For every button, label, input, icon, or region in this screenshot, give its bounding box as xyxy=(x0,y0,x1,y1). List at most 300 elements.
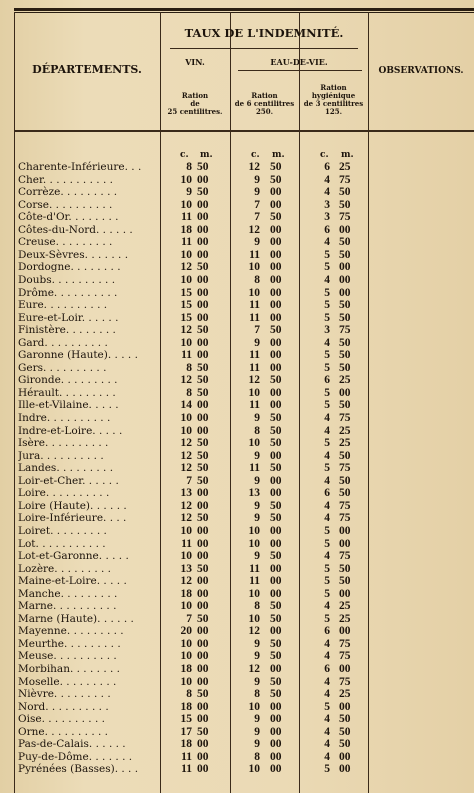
rate-cell: 10 xyxy=(248,763,260,776)
rate-cell: 00 xyxy=(197,336,209,349)
rate-cell: 50 xyxy=(197,361,209,374)
rate-cell: 75 xyxy=(339,412,351,424)
table-row xyxy=(0,362,474,374)
header-title: TAUX DE L'INDEMNITÉ. xyxy=(184,26,344,40)
rate-cell: 5 xyxy=(324,612,330,625)
table-row xyxy=(0,512,474,524)
rate-cell: 50 xyxy=(339,336,351,349)
departement-name: Indre-et-Loire. . . . . xyxy=(18,424,123,437)
table-row xyxy=(0,312,474,324)
rate-cell: 4 xyxy=(324,449,330,462)
rate-cell: 50 xyxy=(339,474,351,487)
departement-name: Eure. . . . . . . . . . xyxy=(18,299,108,312)
departement-name: Cher. . . . . . . . . . . xyxy=(18,173,113,186)
rate-cell: 4 xyxy=(324,725,330,738)
rate-cell: 00 xyxy=(270,575,282,588)
rate-cell: 9 xyxy=(254,336,260,349)
table-row xyxy=(0,613,474,625)
rate-cell: 00 xyxy=(270,487,282,500)
rate-cell: 00 xyxy=(197,299,209,312)
rate-cell: 12 xyxy=(180,449,192,462)
rate-cell: 50 xyxy=(339,349,351,362)
table-row xyxy=(0,663,474,675)
rate-cell: 00 xyxy=(339,261,351,274)
rate-cell: 00 xyxy=(270,311,282,324)
rate-cell: 00 xyxy=(197,349,209,362)
rate-cell: 50 xyxy=(197,386,209,399)
rate-cell: 11 xyxy=(181,349,192,362)
header-eau-de-vie: EAU-DE-VIE. xyxy=(270,57,328,67)
rate-cell: 25 xyxy=(339,161,351,173)
departement-name: Finistère. . . . . . . . xyxy=(18,324,116,337)
rate-cell: 00 xyxy=(270,763,282,776)
rate-cell: 00 xyxy=(270,349,282,362)
rate-cell: 50 xyxy=(197,462,209,475)
rate-cell: 00 xyxy=(197,524,209,537)
rate-cell: 4 xyxy=(324,336,330,349)
table-row xyxy=(0,387,474,399)
ration-eau-de-vie: Ration de 6 centilitres 250. xyxy=(234,91,295,116)
rate-cell: 4 xyxy=(324,600,330,613)
rate-cell: 7 xyxy=(186,612,192,625)
departement-name: Pyrénées (Basses). . . . xyxy=(18,763,139,776)
rate-cell: 5 xyxy=(324,299,330,312)
rate-cell: 50 xyxy=(339,449,351,462)
rate-cell: 5 xyxy=(324,437,330,450)
rate-cell: 00 xyxy=(197,650,209,663)
departement-name: Corrèze. . . . . . . . . xyxy=(18,186,118,199)
departement-name: Marne. . . . . . . . . . xyxy=(18,600,117,613)
header-observations: OBSERVATIONS. xyxy=(378,66,464,76)
rate-cell: 5 xyxy=(324,763,330,776)
ration-hygienique: Ration hygiénique de 3 centilitres 125. xyxy=(303,83,364,116)
departement-name: Creuse. . . . . . . . . xyxy=(18,236,113,249)
rate-cell: 50 xyxy=(270,600,282,613)
rate-cell: 12 xyxy=(180,324,192,337)
rate-cell: 75 xyxy=(339,211,351,224)
departement-name: Hérault. . . . . . . . . xyxy=(18,386,116,399)
rate-cell: 12 xyxy=(248,374,260,387)
unit-label: m. xyxy=(272,150,285,160)
rate-cell: 4 xyxy=(324,550,330,563)
rate-cell: 11 xyxy=(181,537,192,550)
table-row xyxy=(0,726,474,738)
rate-cell: 00 xyxy=(270,336,282,349)
table-row xyxy=(0,475,474,487)
table-row xyxy=(0,425,474,437)
rate-cell: 11 xyxy=(249,311,260,324)
rate-cell: 50 xyxy=(339,236,351,249)
rate-cell: 9 xyxy=(254,713,260,726)
departement-name: Ille-et-Vilaine. . . . . xyxy=(18,399,119,412)
rate-cell: 50 xyxy=(270,675,282,688)
rate-cell: 00 xyxy=(197,311,209,324)
rate-cell: 8 xyxy=(186,688,192,701)
rate-cell: 75 xyxy=(339,499,351,512)
rate-cell: 00 xyxy=(197,663,209,675)
rate-cell: 20 xyxy=(180,625,192,638)
departement-name: Loir-et-Cher. . . . . . xyxy=(18,474,119,487)
rate-cell: 11 xyxy=(181,211,192,224)
rate-cell: 50 xyxy=(197,474,209,487)
departement-name: Gironde. . . . . . . . . xyxy=(18,374,118,387)
rate-cell: 75 xyxy=(339,462,351,475)
departement-name: Isère. . . . . . . . . . xyxy=(18,437,109,450)
rate-cell: 00 xyxy=(197,487,209,500)
rate-cell: 50 xyxy=(339,299,351,312)
rate-cell: 25 xyxy=(339,688,351,701)
rate-cell: 50 xyxy=(197,261,209,274)
rate-cell: 00 xyxy=(270,587,282,600)
rate-cell: 12 xyxy=(180,575,192,588)
header-bottom-rule xyxy=(14,130,474,132)
rate-cell: 00 xyxy=(270,713,282,726)
rate-cell: 8 xyxy=(254,273,260,286)
rate-cell: 5 xyxy=(324,311,330,324)
rate-cell: 50 xyxy=(270,612,282,625)
rate-cell: 00 xyxy=(197,625,209,638)
rate-cell: 5 xyxy=(324,524,330,537)
rate-cell: 00 xyxy=(339,286,351,299)
rate-cell: 10 xyxy=(180,600,192,613)
rate-cell: 12 xyxy=(248,223,260,236)
rate-cell: 00 xyxy=(197,173,209,186)
rate-cell: 4 xyxy=(324,637,330,650)
departement-name: Nord. . . . . . . . . . xyxy=(18,700,109,713)
rate-cell: 10 xyxy=(248,286,260,299)
rate-cell: 13 xyxy=(248,487,260,500)
rate-cell: 11 xyxy=(249,299,260,312)
header-vin: VIN. xyxy=(185,57,205,67)
table-row xyxy=(0,174,474,186)
rate-cell: 9 xyxy=(254,186,260,199)
header-divider xyxy=(170,48,358,49)
rate-cell: 4 xyxy=(324,738,330,751)
rate-cell: 9 xyxy=(254,236,260,249)
departement-name: Lot. . . . . . . . . . . xyxy=(18,537,106,550)
rate-cell: 5 xyxy=(324,700,330,713)
rate-cell: 50 xyxy=(339,311,351,324)
rate-cell: 5 xyxy=(324,562,330,575)
rate-cell: 00 xyxy=(270,524,282,537)
rate-cell: 7 xyxy=(254,324,260,337)
rate-cell: 50 xyxy=(339,361,351,374)
rate-cell: 13 xyxy=(180,487,192,500)
rate-cell: 4 xyxy=(324,173,330,186)
rate-cell: 25 xyxy=(339,600,351,613)
rate-cell: 75 xyxy=(339,512,351,525)
rate-cell: 00 xyxy=(270,273,282,286)
rate-cell: 4 xyxy=(324,412,330,424)
rate-cell: 11 xyxy=(181,750,192,763)
rate-cell: 50 xyxy=(197,725,209,738)
rate-cell: 11 xyxy=(249,462,260,475)
rate-cell: 11 xyxy=(249,349,260,362)
table-row xyxy=(0,337,474,349)
rate-cell: 50 xyxy=(270,374,282,387)
rate-cell: 50 xyxy=(197,449,209,462)
table-row xyxy=(0,450,474,462)
table-row xyxy=(0,676,474,688)
rate-cell: 5 xyxy=(324,286,330,299)
departement-name: Maine-et-Loire. . . . . xyxy=(18,575,127,588)
table-row xyxy=(0,563,474,575)
rate-cell: 00 xyxy=(339,663,351,675)
rate-cell: 00 xyxy=(270,286,282,299)
rate-cell: 10 xyxy=(180,550,192,563)
rate-cell: 9 xyxy=(254,173,260,186)
rate-cell: 00 xyxy=(270,562,282,575)
table-row xyxy=(0,462,474,474)
rate-cell: 50 xyxy=(339,198,351,211)
rate-cell: 9 xyxy=(254,550,260,563)
unit-label: c. xyxy=(320,150,329,160)
rate-cell: 10 xyxy=(180,424,192,437)
rate-cell: 50 xyxy=(270,211,282,224)
departement-name: Deux-Sèvres. . . . . . . xyxy=(18,248,129,261)
rate-cell: 9 xyxy=(254,449,260,462)
rate-cell: 4 xyxy=(324,713,330,726)
unit-label: c. xyxy=(251,150,260,160)
rate-cell: 6 xyxy=(324,374,330,387)
rate-cell: 00 xyxy=(270,299,282,312)
table-row xyxy=(0,186,474,198)
table-row xyxy=(0,713,474,725)
rate-cell: 50 xyxy=(270,550,282,563)
rate-cell: 50 xyxy=(270,424,282,437)
unit-label: c. xyxy=(180,150,189,160)
rate-cell: 15 xyxy=(180,713,192,726)
rate-cell: 12 xyxy=(180,462,192,475)
departement-name: Indre. . . . . . . . . . xyxy=(18,412,111,424)
rate-cell: 00 xyxy=(197,600,209,613)
rate-cell: 15 xyxy=(180,299,192,312)
rate-cell: 50 xyxy=(197,324,209,337)
rate-cell: 10 xyxy=(180,637,192,650)
rate-cell: 00 xyxy=(197,763,209,776)
departement-name: Morbihan. . . . . . . . xyxy=(18,663,121,675)
rate-cell: 4 xyxy=(324,424,330,437)
departement-name: Loire-Inférieure. . . . xyxy=(18,512,127,525)
rate-cell: 8 xyxy=(254,688,260,701)
rate-cell: 9 xyxy=(254,474,260,487)
rate-cell: 6 xyxy=(324,625,330,638)
rate-cell: 8 xyxy=(186,361,192,374)
rate-cell: 50 xyxy=(339,399,351,412)
header-eau-divider xyxy=(238,70,362,71)
departement-name: Corse. . . . . . . . . . xyxy=(18,198,113,211)
rate-cell: 5 xyxy=(324,462,330,475)
rate-cell: 6 xyxy=(324,487,330,500)
rate-cell: 50 xyxy=(270,462,282,475)
rate-cell: 11 xyxy=(249,575,260,588)
rate-cell: 75 xyxy=(339,650,351,663)
rate-cell: 75 xyxy=(339,550,351,563)
rate-cell: 50 xyxy=(270,324,282,337)
rate-cell: 00 xyxy=(197,399,209,412)
rate-cell: 00 xyxy=(270,236,282,249)
rate-cell: 11 xyxy=(181,763,192,776)
departement-name: Dordogne. . . . . . . . xyxy=(18,261,121,274)
departement-name: Doubs. . . . . . . . . . xyxy=(18,273,116,286)
table-row xyxy=(0,763,474,775)
rate-cell: 8 xyxy=(186,161,192,173)
rate-cell: 12 xyxy=(180,512,192,525)
rate-cell: 18 xyxy=(180,223,192,236)
departement-name: Jura. . . . . . . . . . xyxy=(18,449,104,462)
rate-cell: 00 xyxy=(270,738,282,751)
table-row xyxy=(0,751,474,763)
departement-name: Landes. . . . . . . . . xyxy=(18,462,114,475)
rate-cell: 75 xyxy=(339,173,351,186)
rate-cell: 00 xyxy=(197,537,209,550)
table-row xyxy=(0,688,474,700)
rate-cell: 50 xyxy=(339,248,351,261)
rate-cell: 50 xyxy=(270,499,282,512)
rate-cell: 00 xyxy=(339,524,351,537)
table-row xyxy=(0,374,474,386)
rate-cell: 50 xyxy=(197,612,209,625)
rate-cell: 10 xyxy=(180,650,192,663)
rate-cell: 7 xyxy=(186,474,192,487)
rate-cell: 4 xyxy=(324,186,330,199)
rate-cell: 00 xyxy=(197,713,209,726)
rate-cell: 00 xyxy=(270,700,282,713)
rate-cell: 6 xyxy=(324,663,330,675)
rate-cell: 00 xyxy=(197,575,209,588)
departement-name: Moselle. . . . . . . . . xyxy=(18,675,117,688)
rate-cell: 50 xyxy=(339,186,351,199)
rate-cell: 18 xyxy=(180,663,192,675)
rate-cell: 10 xyxy=(248,537,260,550)
rate-cell: 00 xyxy=(270,198,282,211)
table-row xyxy=(0,500,474,512)
rate-cell: 12 xyxy=(248,161,260,173)
rate-cell: 4 xyxy=(324,675,330,688)
rate-cell: 9 xyxy=(254,637,260,650)
rate-cell: 00 xyxy=(270,399,282,412)
rate-cell: 4 xyxy=(324,499,330,512)
table-row xyxy=(0,287,474,299)
rate-cell: 5 xyxy=(324,248,330,261)
rate-cell: 00 xyxy=(270,261,282,274)
rate-cell: 00 xyxy=(197,750,209,763)
top-rule xyxy=(14,8,474,11)
rate-cell: 5 xyxy=(324,587,330,600)
rate-cell: 5 xyxy=(324,537,330,550)
rate-cell: 25 xyxy=(339,374,351,387)
rate-cell: 11 xyxy=(181,236,192,249)
rate-cell: 11 xyxy=(249,399,260,412)
table-row xyxy=(0,236,474,248)
table-row xyxy=(0,600,474,612)
table-row xyxy=(0,211,474,223)
departement-name: Garonne (Haute). . . . . xyxy=(18,349,138,362)
rate-cell: 00 xyxy=(197,273,209,286)
table-row xyxy=(0,224,474,236)
rate-cell: 18 xyxy=(180,700,192,713)
rate-cell: 10 xyxy=(180,173,192,186)
rate-cell: 9 xyxy=(254,512,260,525)
rate-cell: 50 xyxy=(197,161,209,173)
header-departements: DÉPARTEMENTS. xyxy=(32,63,142,76)
unit-label: m. xyxy=(341,150,354,160)
rate-cell: 10 xyxy=(180,412,192,424)
rate-cell: 75 xyxy=(339,324,351,337)
rate-cell: 5 xyxy=(324,575,330,588)
rate-cell: 7 xyxy=(254,198,260,211)
rate-cell: 00 xyxy=(197,738,209,751)
table-row xyxy=(0,274,474,286)
rate-cell: 75 xyxy=(339,637,351,650)
rate-cell: 12 xyxy=(248,625,260,638)
departement-name: Nièvre. . . . . . . . . xyxy=(18,688,111,701)
rate-cell: 00 xyxy=(339,386,351,399)
table-row xyxy=(0,324,474,336)
rate-cell: 50 xyxy=(197,688,209,701)
rate-cell: 50 xyxy=(270,437,282,450)
departement-name: Côte-d'Or. . . . . . . . xyxy=(18,211,119,224)
rate-cell: 12 xyxy=(180,437,192,450)
rate-cell: 4 xyxy=(324,474,330,487)
departement-name: Oise. . . . . . . . . . xyxy=(18,713,105,726)
rate-cell: 75 xyxy=(339,675,351,688)
rate-cell: 11 xyxy=(249,562,260,575)
rate-cell: 10 xyxy=(180,336,192,349)
rate-cell: 5 xyxy=(324,349,330,362)
rate-cell: 5 xyxy=(324,386,330,399)
rate-cell: 00 xyxy=(270,537,282,550)
rate-cell: 12 xyxy=(180,499,192,512)
rate-cell: 00 xyxy=(270,663,282,675)
rate-cell: 50 xyxy=(339,713,351,726)
rate-cell: 50 xyxy=(270,512,282,525)
rate-cell: 14 xyxy=(180,399,192,412)
rate-cell: 10 xyxy=(248,524,260,537)
table-row xyxy=(0,437,474,449)
table-row xyxy=(0,588,474,600)
rate-cell: 00 xyxy=(339,273,351,286)
rate-cell: 4 xyxy=(324,688,330,701)
rate-cell: 13 xyxy=(180,562,192,575)
rate-cell: 50 xyxy=(339,487,351,500)
departement-name: Meuse. . . . . . . . . . xyxy=(18,650,117,663)
table-row xyxy=(0,701,474,713)
departement-name: Marne (Haute). . . . . . xyxy=(18,612,134,625)
rate-cell: 8 xyxy=(186,386,192,399)
rate-cell: 8 xyxy=(254,750,260,763)
table-row xyxy=(0,399,474,411)
rate-cell: 9 xyxy=(254,675,260,688)
departement-name: Côtes-du-Nord. . . . . . xyxy=(18,223,133,236)
rate-cell: 00 xyxy=(197,286,209,299)
departement-name: Manche. . . . . . . . . xyxy=(18,587,118,600)
rate-cell: 9 xyxy=(254,738,260,751)
rate-cell: 25 xyxy=(339,424,351,437)
table-row xyxy=(0,299,474,311)
rate-cell: 9 xyxy=(186,186,192,199)
rate-cell: 00 xyxy=(270,625,282,638)
rate-cell: 12 xyxy=(180,374,192,387)
rate-cell: 5 xyxy=(324,399,330,412)
table-row xyxy=(0,575,474,587)
rate-cell: 00 xyxy=(197,637,209,650)
table-row xyxy=(0,525,474,537)
rate-cell: 00 xyxy=(270,474,282,487)
rate-cell: 00 xyxy=(197,587,209,600)
table-row xyxy=(0,638,474,650)
rate-cell: 50 xyxy=(339,725,351,738)
